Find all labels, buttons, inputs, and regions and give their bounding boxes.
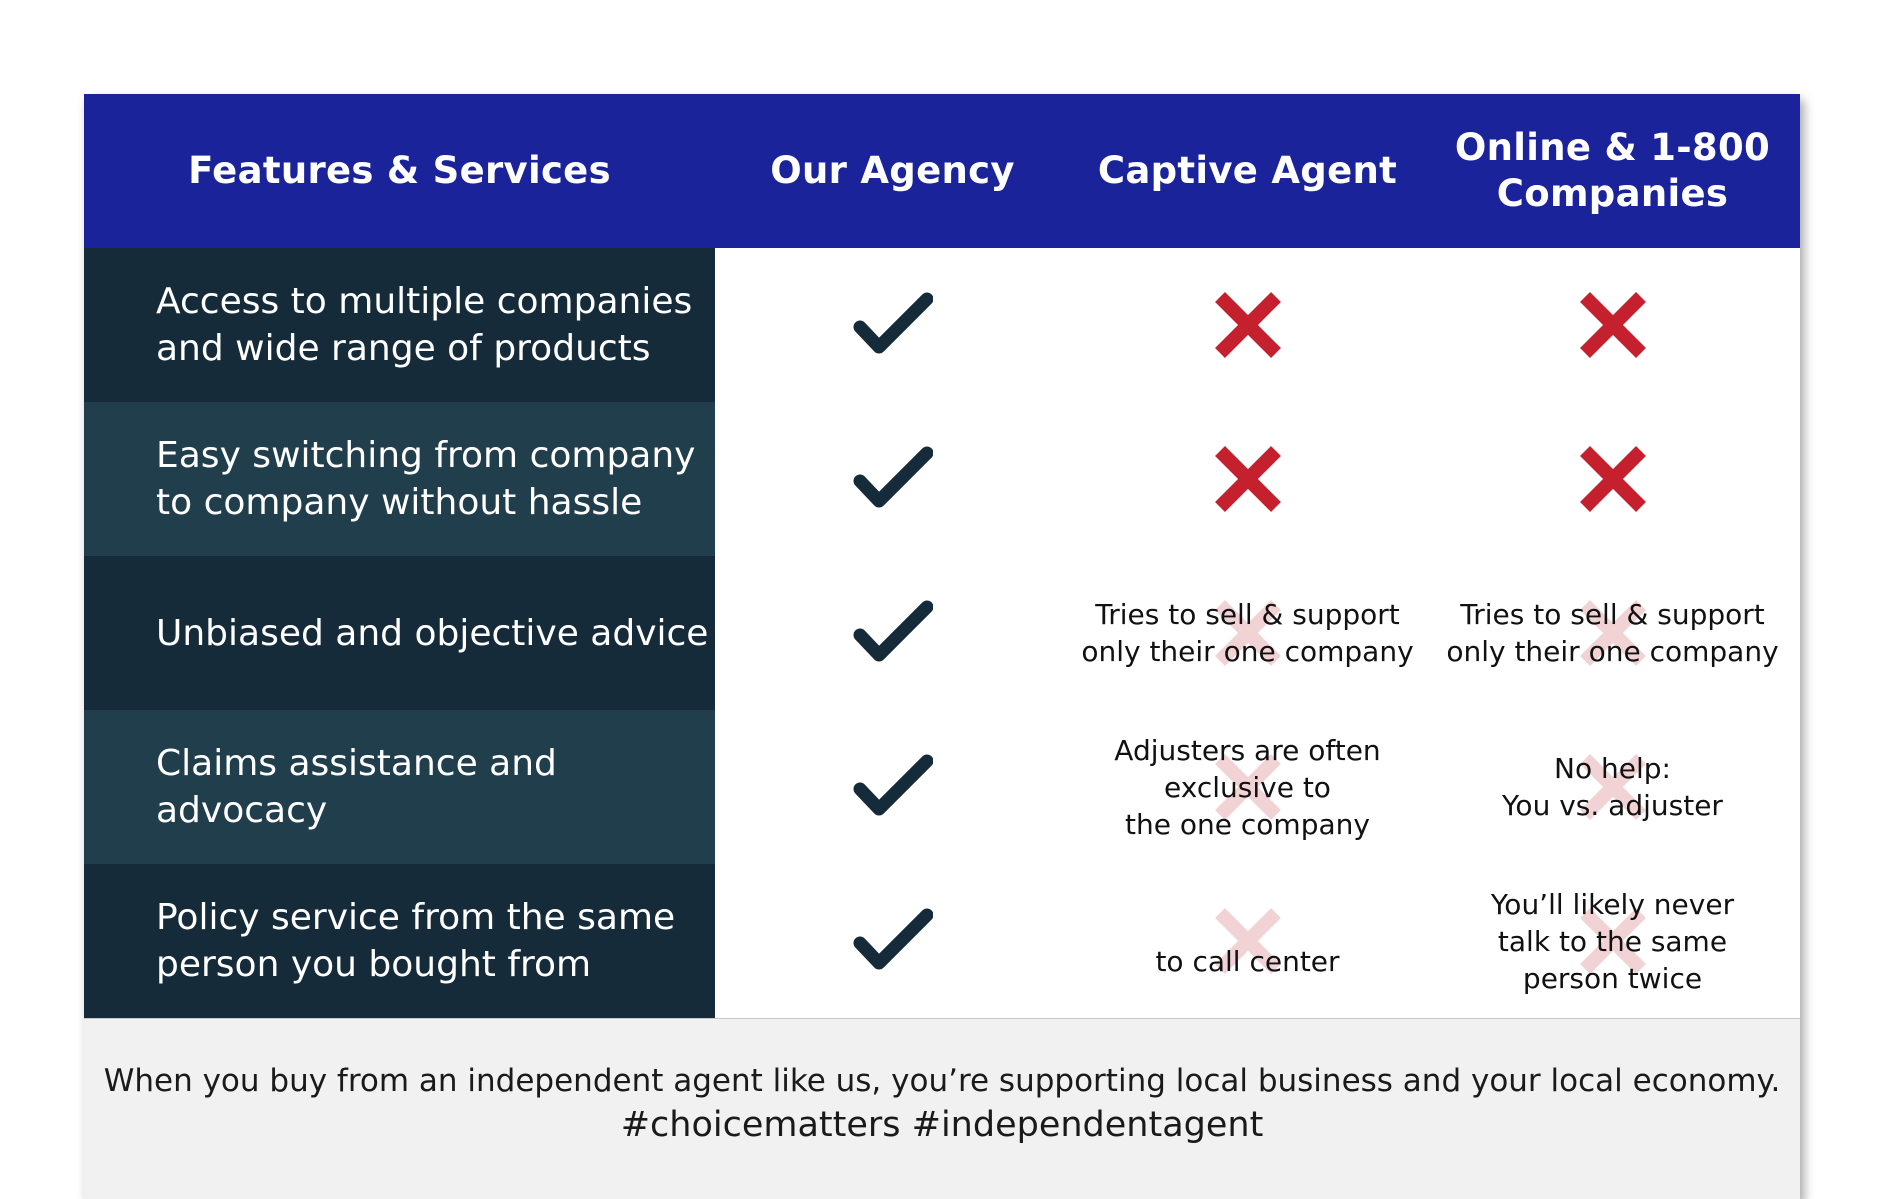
feature-line1: Claims assistance and advocacy	[156, 743, 557, 831]
table-row	[84, 556, 1800, 710]
online-cell	[1425, 248, 1800, 402]
table-row	[84, 710, 1800, 864]
note-line: talk to the same	[1497, 924, 1728, 958]
x-mark-icon	[1214, 445, 1282, 513]
captive-cell	[1070, 864, 1425, 1018]
online-note	[1425, 710, 1800, 864]
note-line: the one company	[1125, 807, 1370, 841]
feature-line2: to company without hassle	[156, 482, 643, 523]
feature-cell	[84, 402, 715, 556]
feature-line1: Unbiased and objective advice	[156, 612, 709, 654]
online-cell	[1425, 864, 1800, 1018]
captive-note	[1070, 556, 1425, 710]
table-row	[84, 248, 1800, 402]
captive-note	[1070, 710, 1425, 864]
online-note	[1425, 556, 1800, 710]
table-row	[84, 402, 1800, 556]
note-line: Tries to sell & support	[1460, 598, 1765, 631]
agency-cell	[715, 864, 1070, 1018]
header-online-line2: Companies	[1496, 172, 1729, 215]
note-line: Tries to sell & support	[1095, 598, 1400, 631]
header-online-companies	[1425, 94, 1800, 248]
feature-line1: Access to multiple companies	[156, 281, 693, 322]
note-line: to call center	[1155, 944, 1340, 978]
footer-message: When you buy from an independent agent like us, you’re supporting local business and your local economy.	[103, 1063, 1781, 1099]
feature-cell	[84, 864, 715, 1018]
feature-cell	[84, 710, 715, 864]
feature-line2: person you bought from	[156, 944, 592, 985]
agency-cell	[715, 402, 1070, 556]
note-line: person twice	[1522, 961, 1703, 995]
online-note	[1425, 864, 1800, 1018]
checkmark-icon	[853, 753, 933, 821]
feature-cell	[84, 248, 715, 402]
header-our-agency: Our Agency	[770, 149, 1015, 192]
header-online-line1: Online & 1-800	[1454, 126, 1771, 169]
table-row	[84, 864, 1800, 1018]
checkmark-icon	[853, 599, 933, 667]
footer	[84, 1018, 1800, 1199]
header-captive-agent: Captive Agent	[1097, 149, 1398, 192]
agency-cell	[715, 556, 1070, 710]
feature-line1: Easy switching from company	[156, 435, 696, 476]
note-line: Adjusters are often	[1114, 733, 1381, 767]
note-line: only their one company	[1081, 635, 1414, 668]
note-line: only their one company	[1446, 635, 1779, 668]
comparison-rows	[84, 248, 1800, 1018]
checkmark-icon	[853, 445, 933, 513]
table-header	[84, 94, 1800, 248]
captive-cell	[1070, 402, 1425, 556]
x-mark-icon	[1214, 291, 1282, 359]
feature-line1: Policy service from the same	[156, 897, 676, 938]
checkmark-icon	[853, 907, 933, 975]
note-line: You’ll likely never	[1490, 887, 1735, 921]
feature-line2: and wide range of products	[156, 328, 651, 369]
feature-cell	[84, 556, 715, 710]
x-mark-icon	[1579, 291, 1647, 359]
captive-cell	[1070, 556, 1425, 710]
x-mark-icon	[1579, 445, 1647, 513]
agency-cell	[715, 710, 1070, 864]
note-line: exclusive to	[1164, 770, 1331, 804]
comparison-card	[84, 94, 1800, 1199]
captive-note	[1070, 864, 1425, 1018]
note-line: You vs. adjuster	[1502, 789, 1723, 822]
note-line: No help:	[1554, 752, 1671, 785]
online-cell	[1425, 402, 1800, 556]
header-features: Features & Services	[188, 149, 611, 192]
footer-hashtags: #choicematters #independentagent	[620, 1105, 1264, 1145]
online-cell	[1425, 556, 1800, 710]
captive-cell	[1070, 248, 1425, 402]
captive-cell	[1070, 710, 1425, 864]
checkmark-icon	[853, 291, 933, 359]
agency-cell	[715, 248, 1070, 402]
online-cell	[1425, 710, 1800, 864]
